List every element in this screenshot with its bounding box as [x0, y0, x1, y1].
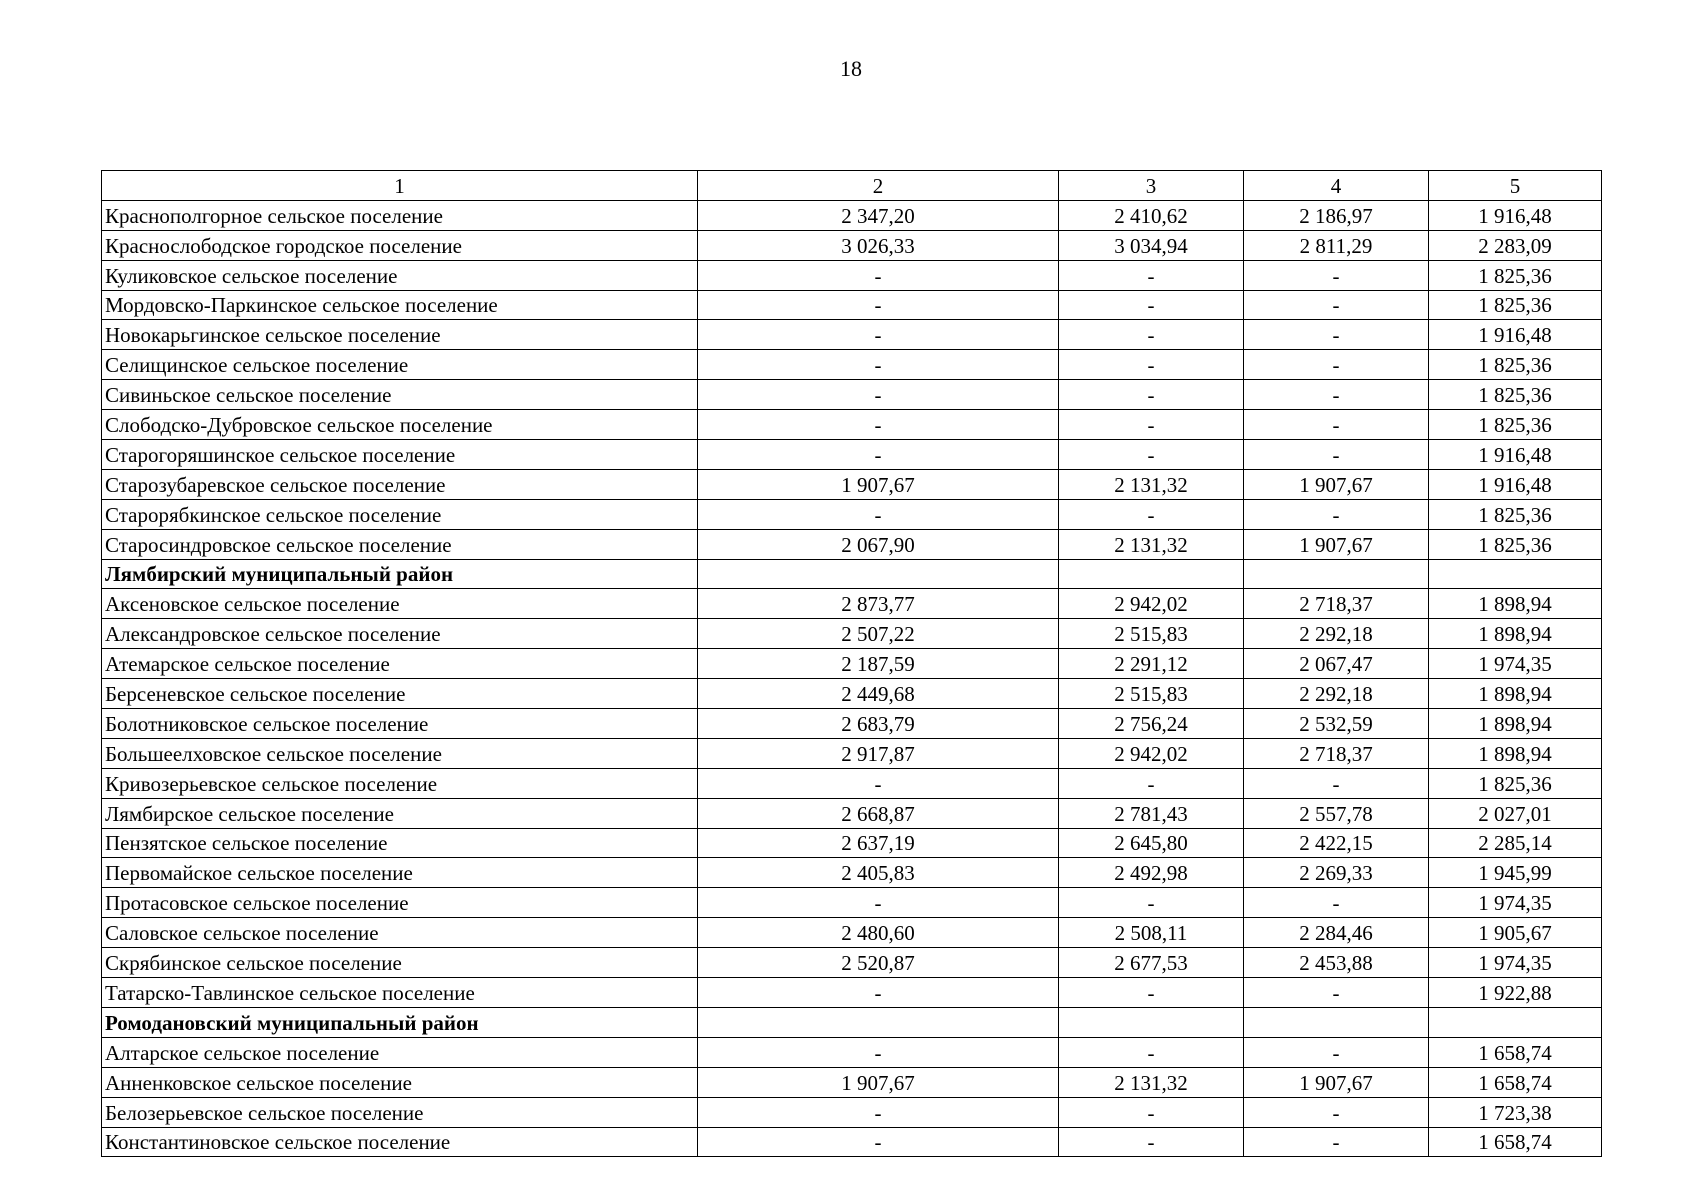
value-cell-col-5: 1 898,94	[1429, 738, 1602, 768]
value-cell-col-3: -	[1059, 888, 1244, 918]
table-row	[102, 828, 1602, 858]
table-row	[102, 290, 1602, 320]
table-row	[102, 948, 1602, 978]
value-cell-col-3	[1059, 559, 1244, 589]
table-row	[102, 410, 1602, 440]
value-cell-col-4: 2 557,78	[1244, 798, 1429, 828]
value-cell-col-5: 1 825,36	[1429, 260, 1602, 290]
value-cell-col-3: -	[1059, 380, 1244, 410]
value-cell-col-5: 1 905,67	[1429, 918, 1602, 948]
value-cell-col-5: 1 898,94	[1429, 619, 1602, 649]
settlement-name-cell: Константиновское сельское поселение	[102, 1127, 698, 1157]
table-row	[102, 798, 1602, 828]
value-cell-col-3: 2 756,24	[1059, 709, 1244, 739]
table-row	[102, 649, 1602, 679]
value-cell-col-4: -	[1244, 290, 1429, 320]
settlement-name-cell: Алтарское сельское поселение	[102, 1037, 698, 1067]
table-row	[102, 888, 1602, 918]
settlement-name-cell: Старозубаревское сельское поселение	[102, 469, 698, 499]
value-cell-col-4: 2 718,37	[1244, 589, 1429, 619]
settlement-name-cell: Скрябинское сельское поселение	[102, 948, 698, 978]
value-cell-col-3: 2 515,83	[1059, 679, 1244, 709]
settlement-name-cell: Ромодановский муниципальный район	[102, 1007, 698, 1037]
value-cell-col-5: 2 027,01	[1429, 798, 1602, 828]
settlement-name-cell: Лямбирский муниципальный район	[102, 559, 698, 589]
value-cell-col-4: -	[1244, 350, 1429, 380]
page-number: 18	[840, 56, 862, 81]
value-cell-col-3: -	[1059, 350, 1244, 380]
value-cell-col-2: 2 507,22	[698, 619, 1059, 649]
value-cell-col-5: 1 658,74	[1429, 1127, 1602, 1157]
value-cell-col-4: 2 186,97	[1244, 200, 1429, 230]
settlement-name-cell: Александровское сельское поселение	[102, 619, 698, 649]
table-row	[102, 499, 1602, 529]
value-cell-col-5: 1 898,94	[1429, 709, 1602, 739]
value-cell-col-4: -	[1244, 768, 1429, 798]
table-row	[102, 200, 1602, 230]
settlement-name-cell: Старосиндровское сельское поселение	[102, 529, 698, 559]
value-cell-col-2: 2 637,19	[698, 828, 1059, 858]
table-row	[102, 619, 1602, 649]
table-row	[102, 738, 1602, 768]
value-cell-col-3: -	[1059, 499, 1244, 529]
value-cell-col-4: 2 284,46	[1244, 918, 1429, 948]
value-cell-col-5: 1 825,36	[1429, 350, 1602, 380]
value-cell-col-2	[698, 1007, 1059, 1037]
value-cell-col-3: -	[1059, 978, 1244, 1008]
value-cell-col-5: 1 916,48	[1429, 469, 1602, 499]
value-cell-col-2: 2 067,90	[698, 529, 1059, 559]
value-cell-col-4: 2 269,33	[1244, 858, 1429, 888]
value-cell-col-5: 1 658,74	[1429, 1037, 1602, 1067]
value-cell-col-3: -	[1059, 320, 1244, 350]
value-cell-col-4: -	[1244, 499, 1429, 529]
table-row	[102, 589, 1602, 619]
district-group-row	[102, 559, 1602, 589]
settlement-name-cell: Слободско-Дубровское сельское поселение	[102, 410, 698, 440]
table-row	[102, 768, 1602, 798]
value-cell-col-2: -	[698, 410, 1059, 440]
value-cell-col-2: 2 187,59	[698, 649, 1059, 679]
value-cell-col-5: 1 974,35	[1429, 649, 1602, 679]
value-cell-col-2: -	[698, 1037, 1059, 1067]
value-cell-col-3: -	[1059, 260, 1244, 290]
column-header-3: 3	[1059, 171, 1244, 201]
value-cell-col-5: 1 898,94	[1429, 589, 1602, 619]
value-cell-col-3: 2 781,43	[1059, 798, 1244, 828]
value-cell-col-2: -	[698, 1127, 1059, 1157]
value-cell-col-3: 2 131,32	[1059, 529, 1244, 559]
settlement-name-cell: Лямбирское сельское поселение	[102, 798, 698, 828]
value-cell-col-2: -	[698, 499, 1059, 529]
value-cell-col-5: 1 658,74	[1429, 1067, 1602, 1097]
table-row	[102, 1127, 1602, 1157]
value-cell-col-4: 2 811,29	[1244, 230, 1429, 260]
value-cell-col-3: -	[1059, 440, 1244, 470]
settlement-name-cell: Болотниковское сельское поселение	[102, 709, 698, 739]
value-cell-col-2: -	[698, 380, 1059, 410]
value-cell-col-5: 1 974,35	[1429, 888, 1602, 918]
district-group-row	[102, 1007, 1602, 1037]
column-header-2: 2	[698, 171, 1059, 201]
value-cell-col-2: -	[698, 978, 1059, 1008]
settlement-name-cell: Пензятское сельское поселение	[102, 828, 698, 858]
value-cell-col-3: 2 677,53	[1059, 948, 1244, 978]
value-cell-col-5	[1429, 559, 1602, 589]
value-cell-col-5: 1 825,36	[1429, 290, 1602, 320]
value-cell-col-4: -	[1244, 380, 1429, 410]
table-row	[102, 529, 1602, 559]
value-cell-col-3: 2 131,32	[1059, 1067, 1244, 1097]
value-cell-col-2	[698, 559, 1059, 589]
value-cell-col-5: 1 825,36	[1429, 529, 1602, 559]
value-cell-col-4: -	[1244, 260, 1429, 290]
table-row	[102, 350, 1602, 380]
settlement-name-cell: Берсеневское сельское поселение	[102, 679, 698, 709]
column-header-4: 4	[1244, 171, 1429, 201]
table-row	[102, 679, 1602, 709]
value-cell-col-4: -	[1244, 1097, 1429, 1127]
value-cell-col-2: 2 668,87	[698, 798, 1059, 828]
value-cell-col-3: 2 515,83	[1059, 619, 1244, 649]
value-cell-col-2: 2 683,79	[698, 709, 1059, 739]
value-cell-col-4: -	[1244, 440, 1429, 470]
table-row	[102, 978, 1602, 1008]
value-cell-col-3: 3 034,94	[1059, 230, 1244, 260]
value-cell-col-5: 1 945,99	[1429, 858, 1602, 888]
value-cell-col-3: -	[1059, 1127, 1244, 1157]
value-cell-col-4	[1244, 559, 1429, 589]
settlement-name-cell: Анненковское сельское поселение	[102, 1067, 698, 1097]
value-cell-col-5: 1 916,48	[1429, 200, 1602, 230]
value-cell-col-5: 1 825,36	[1429, 380, 1602, 410]
value-cell-col-2: 2 449,68	[698, 679, 1059, 709]
value-cell-col-2: 1 907,67	[698, 469, 1059, 499]
column-header-5: 5	[1429, 171, 1602, 201]
value-cell-col-5	[1429, 1007, 1602, 1037]
value-cell-col-4: -	[1244, 1037, 1429, 1067]
settlement-name-cell: Большеелховское сельское поселение	[102, 738, 698, 768]
settlement-name-cell: Саловское сельское поселение	[102, 918, 698, 948]
settlement-name-cell: Протасовское сельское поселение	[102, 888, 698, 918]
value-cell-col-3: 2 942,02	[1059, 589, 1244, 619]
value-cell-col-2: 2 873,77	[698, 589, 1059, 619]
value-cell-col-2: 2 405,83	[698, 858, 1059, 888]
settlement-name-cell: Селищинское сельское поселение	[102, 350, 698, 380]
settlement-name-cell: Сивиньское сельское поселение	[102, 380, 698, 410]
table-row	[102, 260, 1602, 290]
value-cell-col-2: -	[698, 260, 1059, 290]
settlement-name-cell: Татарско-Тавлинское сельское поселение	[102, 978, 698, 1008]
settlement-name-cell: Краснослободское городское поселение	[102, 230, 698, 260]
value-cell-col-2: 1 907,67	[698, 1067, 1059, 1097]
value-cell-col-2: -	[698, 440, 1059, 470]
table-row	[102, 1067, 1602, 1097]
value-cell-col-3: -	[1059, 290, 1244, 320]
value-cell-col-2: -	[698, 290, 1059, 320]
value-cell-col-3: -	[1059, 1097, 1244, 1127]
value-cell-col-4: -	[1244, 978, 1429, 1008]
value-cell-col-2: 2 520,87	[698, 948, 1059, 978]
header-row	[102, 171, 1602, 201]
value-cell-col-4: 2 292,18	[1244, 679, 1429, 709]
table-row	[102, 320, 1602, 350]
settlements-table	[101, 170, 1602, 1157]
table-row	[102, 1097, 1602, 1127]
value-cell-col-4: -	[1244, 1127, 1429, 1157]
value-cell-col-2: 2 480,60	[698, 918, 1059, 948]
settlement-name-cell: Старорябкинское сельское поселение	[102, 499, 698, 529]
value-cell-col-4: 2 292,18	[1244, 619, 1429, 649]
table-row	[102, 709, 1602, 739]
settlement-name-cell: Атемарское сельское поселение	[102, 649, 698, 679]
settlement-name-cell: Краснополгорное сельское поселение	[102, 200, 698, 230]
table-row	[102, 918, 1602, 948]
value-cell-col-2: -	[698, 320, 1059, 350]
value-cell-col-3	[1059, 1007, 1244, 1037]
value-cell-col-3: 2 492,98	[1059, 858, 1244, 888]
settlement-name-cell: Мордовско-Паркинское сельское поселение	[102, 290, 698, 320]
value-cell-col-5: 1 916,48	[1429, 320, 1602, 350]
value-cell-col-4: 2 718,37	[1244, 738, 1429, 768]
value-cell-col-3: 2 942,02	[1059, 738, 1244, 768]
value-cell-col-5: 2 285,14	[1429, 828, 1602, 858]
value-cell-col-4: -	[1244, 320, 1429, 350]
table-body	[102, 200, 1602, 1157]
value-cell-col-3: -	[1059, 768, 1244, 798]
settlement-name-cell: Аксеновское сельское поселение	[102, 589, 698, 619]
table-row	[102, 858, 1602, 888]
value-cell-col-4: 1 907,67	[1244, 529, 1429, 559]
settlement-name-cell: Первомайское сельское поселение	[102, 858, 698, 888]
value-cell-col-5: 1 898,94	[1429, 679, 1602, 709]
value-cell-col-3: 2 291,12	[1059, 649, 1244, 679]
value-cell-col-3: 2 410,62	[1059, 200, 1244, 230]
value-cell-col-4: 2 453,88	[1244, 948, 1429, 978]
value-cell-col-4: -	[1244, 410, 1429, 440]
value-cell-col-3: 2 508,11	[1059, 918, 1244, 948]
table-row	[102, 469, 1602, 499]
table-row	[102, 380, 1602, 410]
value-cell-col-2: 2 917,87	[698, 738, 1059, 768]
value-cell-col-5: 1 825,36	[1429, 768, 1602, 798]
value-cell-col-2: -	[698, 1097, 1059, 1127]
value-cell-col-3: -	[1059, 410, 1244, 440]
value-cell-col-3: -	[1059, 1037, 1244, 1067]
value-cell-col-2: -	[698, 768, 1059, 798]
settlement-name-cell: Кривозерьевское сельское поселение	[102, 768, 698, 798]
value-cell-col-3: 2 131,32	[1059, 469, 1244, 499]
column-header-1: 1	[102, 171, 698, 201]
value-cell-col-2: -	[698, 350, 1059, 380]
value-cell-col-2: 3 026,33	[698, 230, 1059, 260]
settlement-name-cell: Белозерьевское сельское поселение	[102, 1097, 698, 1127]
value-cell-col-4	[1244, 1007, 1429, 1037]
table-row	[102, 230, 1602, 260]
value-cell-col-2: 2 347,20	[698, 200, 1059, 230]
value-cell-col-5: 1 974,35	[1429, 948, 1602, 978]
value-cell-col-4: -	[1244, 888, 1429, 918]
value-cell-col-4: 1 907,67	[1244, 1067, 1429, 1097]
value-cell-col-2: -	[698, 888, 1059, 918]
value-cell-col-4: 2 532,59	[1244, 709, 1429, 739]
value-cell-col-5: 1 916,48	[1429, 440, 1602, 470]
settlement-name-cell: Куликовское сельское поселение	[102, 260, 698, 290]
table-row	[102, 1037, 1602, 1067]
value-cell-col-5: 1 825,36	[1429, 499, 1602, 529]
value-cell-col-5: 2 283,09	[1429, 230, 1602, 260]
table-row	[102, 440, 1602, 470]
value-cell-col-5: 1 922,88	[1429, 978, 1602, 1008]
value-cell-col-4: 2 067,47	[1244, 649, 1429, 679]
value-cell-col-5: 1 723,38	[1429, 1097, 1602, 1127]
value-cell-col-5: 1 825,36	[1429, 410, 1602, 440]
value-cell-col-4: 2 422,15	[1244, 828, 1429, 858]
settlement-name-cell: Старогоряшинское сельское поселение	[102, 440, 698, 470]
settlement-name-cell: Новокарьгинское сельское поселение	[102, 320, 698, 350]
value-cell-col-4: 1 907,67	[1244, 469, 1429, 499]
table-header	[102, 171, 1602, 201]
value-cell-col-3: 2 645,80	[1059, 828, 1244, 858]
